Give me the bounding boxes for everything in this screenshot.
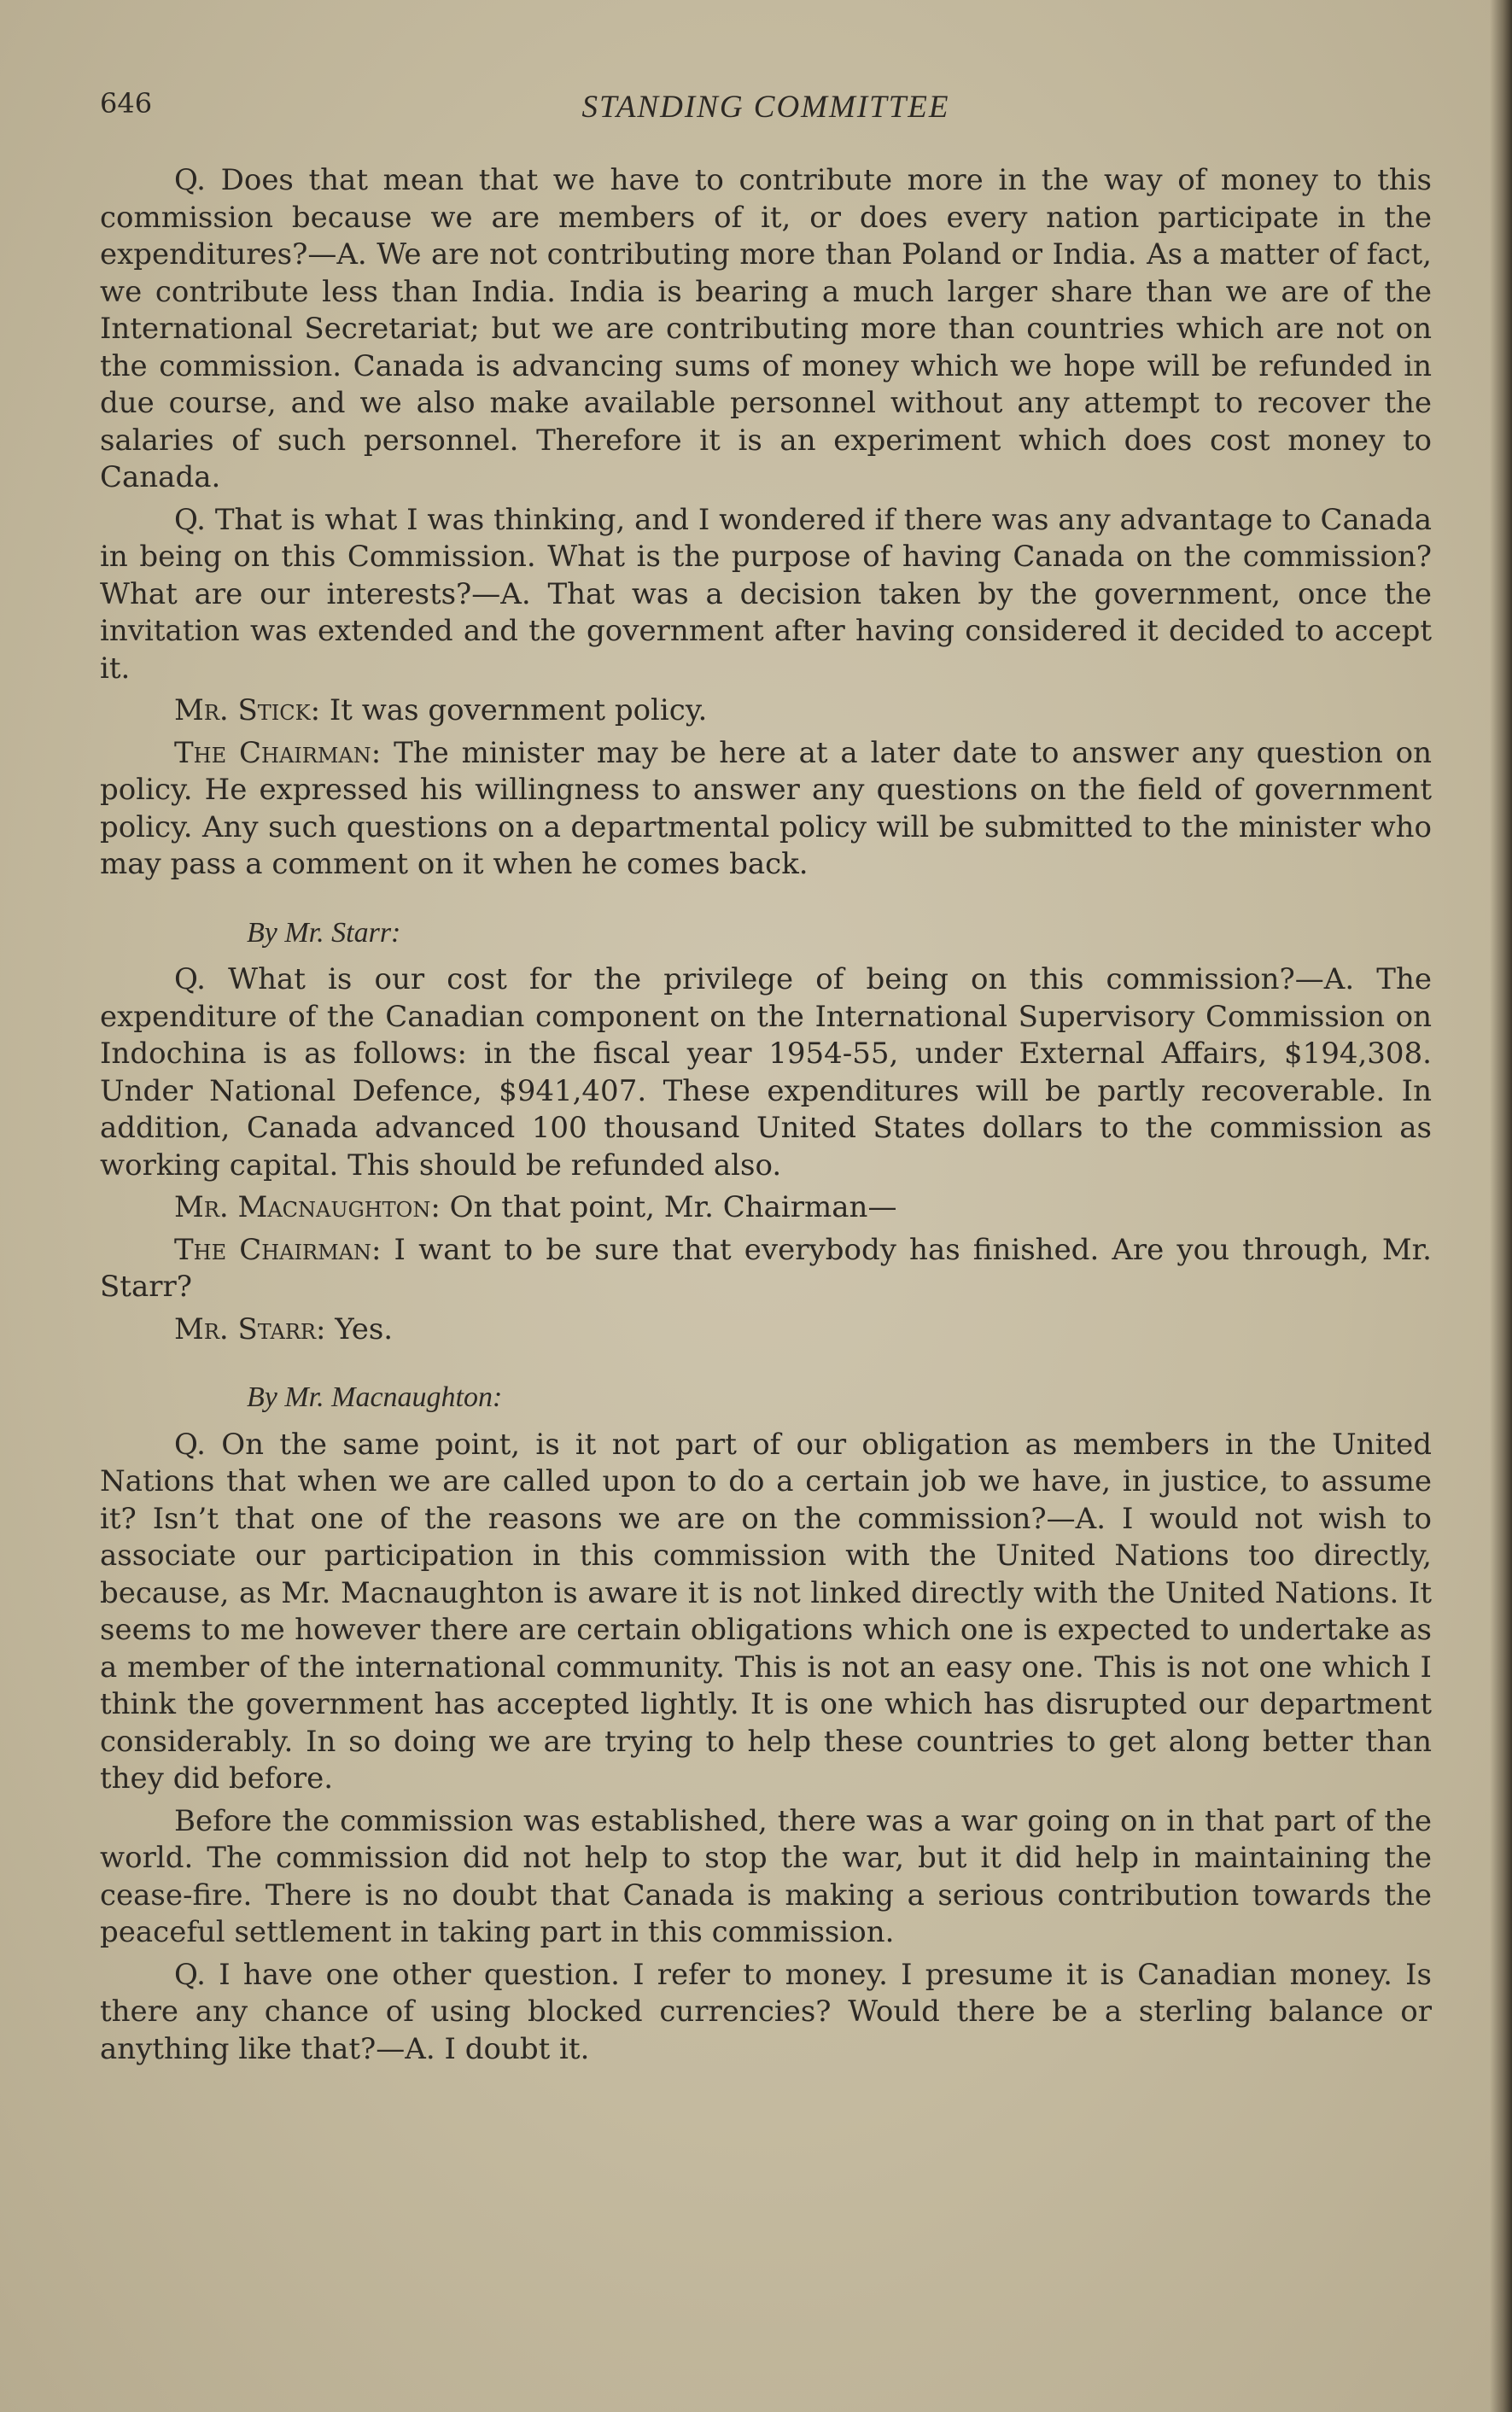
paragraph-text: I want to be sure that everybody has finished. Are you through, Mr. Starr?	[100, 1232, 1432, 1304]
speaker-name: The Chairman:	[174, 735, 382, 770]
paragraph-text: Q. On the same point, is it not part of our obligation as members in the United Nations that when we are called upon to do a certain job we have, in justice, to assume it? Isn’t that one of the reasons we are on the commission?—A. I would not wish to associate our participation in this commission with the United Nations too directly, because, as Mr. Macnaughton is aware it is not linked directly with the United Nations. It seems to me however there are certain obligations which one is expected to undertake as a member of the international community. This is not an easy one. This is not one which I think the government has accepted lightly. It is one which has disrupted our department considerably. In so doing we are trying to help these countries to get along better than they did before.	[100, 1427, 1432, 1796]
page-edge-shadow	[1490, 0, 1512, 2412]
paragraph	[100, 1957, 1432, 2069]
paragraph-text: Q. Does that mean that we have to contribute more in the way of money to this commission because we are members of it, or does every nation participate in the expenditures?—A. We are not contributing more than Poland or India. As a matter of fact, we contribute less than India. India is bearing a much larger share than we are of the International Secretariat; but we are contributing more than countries which are not on the commission. Canada is advancing sums of money which we hope will be refunded in due course, and we also make available personnel without any attempt to recover the salaries of such personnel. Therefore it is an experiment which does cost money to Canada.	[100, 163, 1432, 494]
speaker-paragraph	[100, 1311, 1432, 1349]
paragraph-text: Q. That is what I was thinking, and I wondered if there was any advantage to Canada in being on this Commission. What is the purpose of having Canada on the commission? What are our interests?—A. That was a decision taken by the government, once the invitation was extended and the government after having considered it decided to accept it.	[100, 502, 1432, 686]
paragraph	[100, 1803, 1432, 1952]
speaker-paragraph	[100, 1189, 1432, 1227]
speaker-paragraph	[100, 692, 1432, 730]
speaker-name: Mr. Stick:	[174, 693, 321, 727]
examiner-byline: By Mr. Macnaughton:	[247, 1381, 503, 1413]
page-body	[100, 162, 1432, 2073]
paragraph-text: On that point, Mr. Chairman—	[440, 1190, 897, 1224]
speaker-name: Mr. Starr:	[174, 1311, 326, 1346]
paragraph-text: Yes.	[325, 1311, 394, 1346]
page-number: 646	[100, 87, 153, 120]
examiner-byline: By Mr. Starr:	[247, 916, 401, 949]
paragraph-text: Before the commission was established, there was a war going on in that part of the world. The commission did not help to stop the war, but it did help in maintaining the cease-fire. There is no doubt that Canada is making a serious contribution towards the peaceful settlement in taking part in this commission.	[100, 1803, 1432, 1949]
speaker-paragraph	[100, 1232, 1432, 1306]
speaker-paragraph	[100, 735, 1432, 884]
paragraph	[100, 961, 1432, 1184]
running-title: STANDING COMMITTEE	[581, 90, 950, 125]
paragraph-text: Q. I have one other question. I refer to money. I presume it is Canadian money. Is there any chance of using blocked currencies? Would there be a sterling balance or anything like that?—A. I doubt it.	[100, 1957, 1432, 2066]
paragraph	[100, 1427, 1432, 1798]
paragraph-text: Q. What is our cost for the privilege of being on this commission?—A. The expenditure of the Canadian component on the International Supervisory Commission on Indochina is as follows: in the fiscal year 1954-55, under External Affairs, $194,308. Under National Defence, $941,407. These expenditures will be partly recoverable. In addition, Canada advanced 100 thousand United States dollars to the commission as working capital. This should be refunded also.	[100, 962, 1432, 1183]
paragraph-text: It was government policy.	[320, 693, 708, 727]
speaker-name: The Chairman:	[174, 1232, 382, 1267]
paragraph	[100, 502, 1432, 688]
speaker-name: Mr. Macnaughton:	[174, 1190, 441, 1224]
paragraph	[100, 162, 1432, 497]
paragraph-text: The minister may be here at a later date to answer any question on policy. He expressed his willingness to answer any questions on the field of government policy. Any such questions on a departmental policy will be submitted to the minister who may pass a comment on it when he comes back.	[100, 735, 1432, 881]
page-header	[100, 82, 1432, 133]
